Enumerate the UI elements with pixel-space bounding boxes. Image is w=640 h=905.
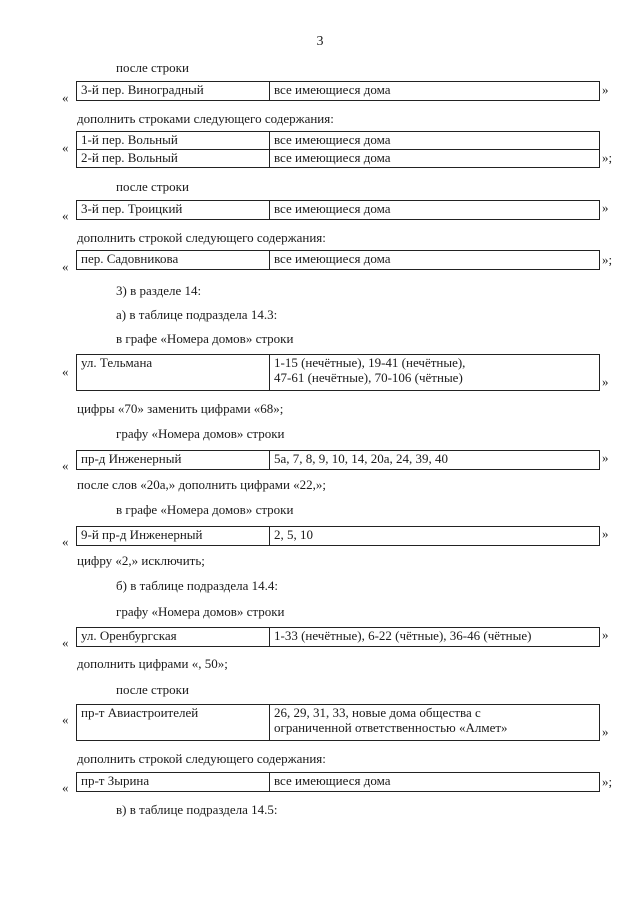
opening-quote: « [62,208,69,223]
street-cell: ул. Оренбургская [77,628,270,647]
street-cell: 3-й пер. Виноградный [77,82,270,101]
closing-quote: »; [602,252,613,267]
table-row [77,150,600,168]
street-cell: 3-й пер. Троицкий [77,201,270,220]
houses-cell: все имеющиеся дома [270,773,600,792]
opening-quote: « [62,458,69,473]
paragraph: после слов «20а,» дополнить цифрами «22,»; [77,477,327,492]
table-row [77,355,600,391]
street-table [76,354,600,391]
closing-quote: » [602,200,609,215]
table-row [77,527,600,546]
paragraph: после строки [116,179,189,194]
street-cell: пр-т Авиастроителей [77,705,270,741]
table-row [77,82,600,101]
closing-quote: » [602,724,609,739]
street-cell: пер. Садовникова [77,251,270,270]
houses-cell: все имеющиеся дома [270,251,600,270]
opening-quote: « [62,259,69,274]
closing-quote: » [602,526,609,541]
street-table [76,81,600,101]
street-table [76,200,600,220]
street-cell: пр-т Зырина [77,773,270,792]
table-row [77,201,600,220]
houses-cell: 26, 29, 31, 33, новые дома общества с ограниченной ответственностью «Алмет» [270,705,600,741]
houses-cell: все имеющиеся дома [270,132,600,150]
closing-quote: » [602,450,609,465]
table-row [77,705,600,741]
paragraph: дополнить строками следующего содержания: [77,111,334,126]
paragraph: после строки [116,682,189,697]
closing-quote: »; [602,150,613,165]
street-table [76,526,600,546]
opening-quote: « [62,364,69,379]
paragraph: графу «Номера домов» строки [116,604,285,619]
street-table [76,772,600,792]
street-cell: 2-й пер. Вольный [77,150,270,168]
street-table [76,450,600,470]
paragraph: в) в таблице подраздела 14.5: [116,802,278,817]
table-row [77,251,600,270]
paragraph: цифры «70» заменить цифрами «68»; [77,401,284,416]
table-row [77,451,600,470]
street-table [76,627,600,647]
opening-quote: « [62,534,69,549]
paragraph: цифру «2,» исключить; [77,553,205,568]
street-table [76,250,600,270]
closing-quote: » [602,627,609,642]
paragraph: а) в таблице подраздела 14.3: [116,307,278,322]
houses-cell: 1-33 (нечётные), 6-22 (чётные), 36-46 (чётные) [270,628,600,647]
paragraph: после строки [116,60,189,75]
opening-quote: « [62,635,69,650]
houses-cell: все имеющиеся дома [270,150,600,168]
paragraph: дополнить цифрами «, 50»; [77,656,228,671]
houses-cell: 1-15 (нечётные), 19-41 (нечётные), 47-61 (нечётные), 70-106 (чётные) [270,355,600,391]
street-table [76,704,600,741]
closing-quote: » [602,374,609,389]
houses-cell: все имеющиеся дома [270,82,600,101]
street-table [76,131,600,168]
street-cell: пр-д Инженерный [77,451,270,470]
closing-quote: » [602,82,609,97]
opening-quote: « [62,712,69,727]
street-cell: ул. Тельмана [77,355,270,391]
opening-quote: « [62,780,69,795]
table-row [77,132,600,150]
houses-cell: 2, 5, 10 [270,527,600,546]
paragraph: в графе «Номера домов» строки [116,331,294,346]
opening-quote: « [62,140,69,155]
street-cell: 9-й пр-д Инженерный [77,527,270,546]
houses-cell: 5а, 7, 8, 9, 10, 14, 20а, 24, 39, 40 [270,451,600,470]
houses-cell: все имеющиеся дома [270,201,600,220]
section-heading: 3) в разделе 14: [116,283,202,298]
paragraph: графу «Номера домов» строки [116,426,285,441]
page-number: 3 [316,34,324,49]
paragraph: б) в таблице подраздела 14.4: [116,578,279,593]
paragraph: дополнить строкой следующего содержания: [77,230,326,245]
street-cell: 1-й пер. Вольный [77,132,270,150]
paragraph: дополнить строкой следующего содержания: [77,751,326,766]
paragraph: в графе «Номера домов» строки [116,502,294,517]
closing-quote: »; [602,774,613,789]
table-row [77,773,600,792]
table-row [77,628,600,647]
opening-quote: « [62,90,69,105]
